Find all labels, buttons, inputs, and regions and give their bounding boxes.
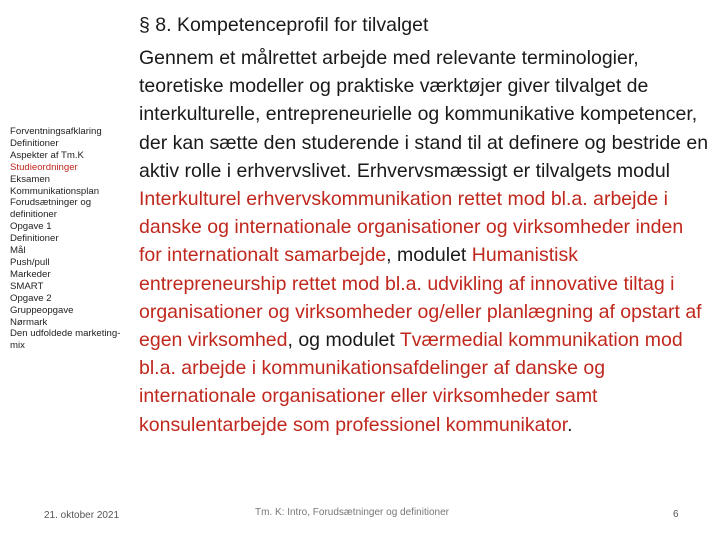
module-interkulturel: Interkulturel erhvervskommunikation rettet mod bl.a. arbejde i danske og internationale organisationer og virksomheder inden for internationalt samarbejde: [139, 188, 684, 267]
page-number: 6: [673, 509, 679, 520]
sidebar-item-opgave-1[interactable]: Opgave 1: [10, 221, 52, 233]
sidebar-item-eksamen[interactable]: Eksamen: [10, 173, 50, 185]
sidebar-item-push-pull[interactable]: Push/pull: [10, 256, 50, 268]
body-text-segment: , modulet: [386, 244, 472, 267]
body-text-segment: , og modulet: [287, 329, 400, 352]
body-text-segment: .: [567, 413, 573, 436]
sidebar-item-forudsaetninger[interactable]: Forudsætninger og definitioner: [10, 197, 92, 221]
sidebar-item-forventningsafklaring[interactable]: Forventningsafklaring: [10, 126, 102, 137]
footer-title: Tm. K: Intro, Forudsætninger og definitioner: [255, 507, 449, 518]
sidebar-item-markeder[interactable]: Markeder: [10, 268, 51, 280]
sidebar-item-opgave-2[interactable]: Opgave 2: [10, 292, 52, 304]
sidebar-item-kommunikationsplan[interactable]: Kommunikationsplan: [10, 185, 100, 197]
slide-content: [139, 12, 709, 439]
sidebar-item-studieordninger[interactable]: Studieordninger: [10, 161, 78, 173]
sidebar-item-definitioner[interactable]: Definitioner: [10, 137, 59, 149]
sidebar-item-definitioner-2[interactable]: Definitioner: [10, 233, 59, 245]
sidebar-item-gruppeopgave[interactable]: Gruppeopgave: [10, 304, 74, 316]
sidebar-item-smart[interactable]: SMART: [10, 280, 44, 292]
sidebar-item-aspekter[interactable]: Aspekter af Tm.K: [10, 149, 84, 161]
sidebar-item-maal[interactable]: Mål: [10, 245, 26, 257]
module-entrepreneurship: Humanistisk entrepreneurship rettet mod bl.a. udvikling af innovative tiltag i organisationer og virksomheder og/eller planlægning af opstart af egen virksomhed: [139, 244, 702, 352]
slide-body: [139, 44, 709, 439]
sidebar-item-marketing-mix[interactable]: Den udfoldede marketing-mix: [10, 328, 121, 352]
sidebar-nav: [10, 126, 135, 352]
sidebar-item-normark[interactable]: Nørmark: [10, 316, 48, 328]
slide-date: 21. oktober 2021: [44, 510, 120, 521]
module-tvaermedial: Tværmedial kommunikation mod bl.a. arbejde i kommunikationsafdelinger af danske og internationale organisationer eller virksomheder samt konsulentarbejde som professionel kommunikator: [139, 329, 683, 436]
body-text-segment: Gennem et målrettet arbejde med relevante terminologier, teoretiske modeller og praktiske værktøjer giver tilvalget de interkulturelle, entrepreneurielle og kommunikative kompetencer, der kan sætte den studerende i stand til at definere og bestride en aktiv rolle i erhvervslivet. Erhvervsmæssigt er tilvalgets modul: [139, 47, 709, 182]
slide-heading: § 8. Kompetenceprofil for tilvalget: [139, 14, 429, 36]
